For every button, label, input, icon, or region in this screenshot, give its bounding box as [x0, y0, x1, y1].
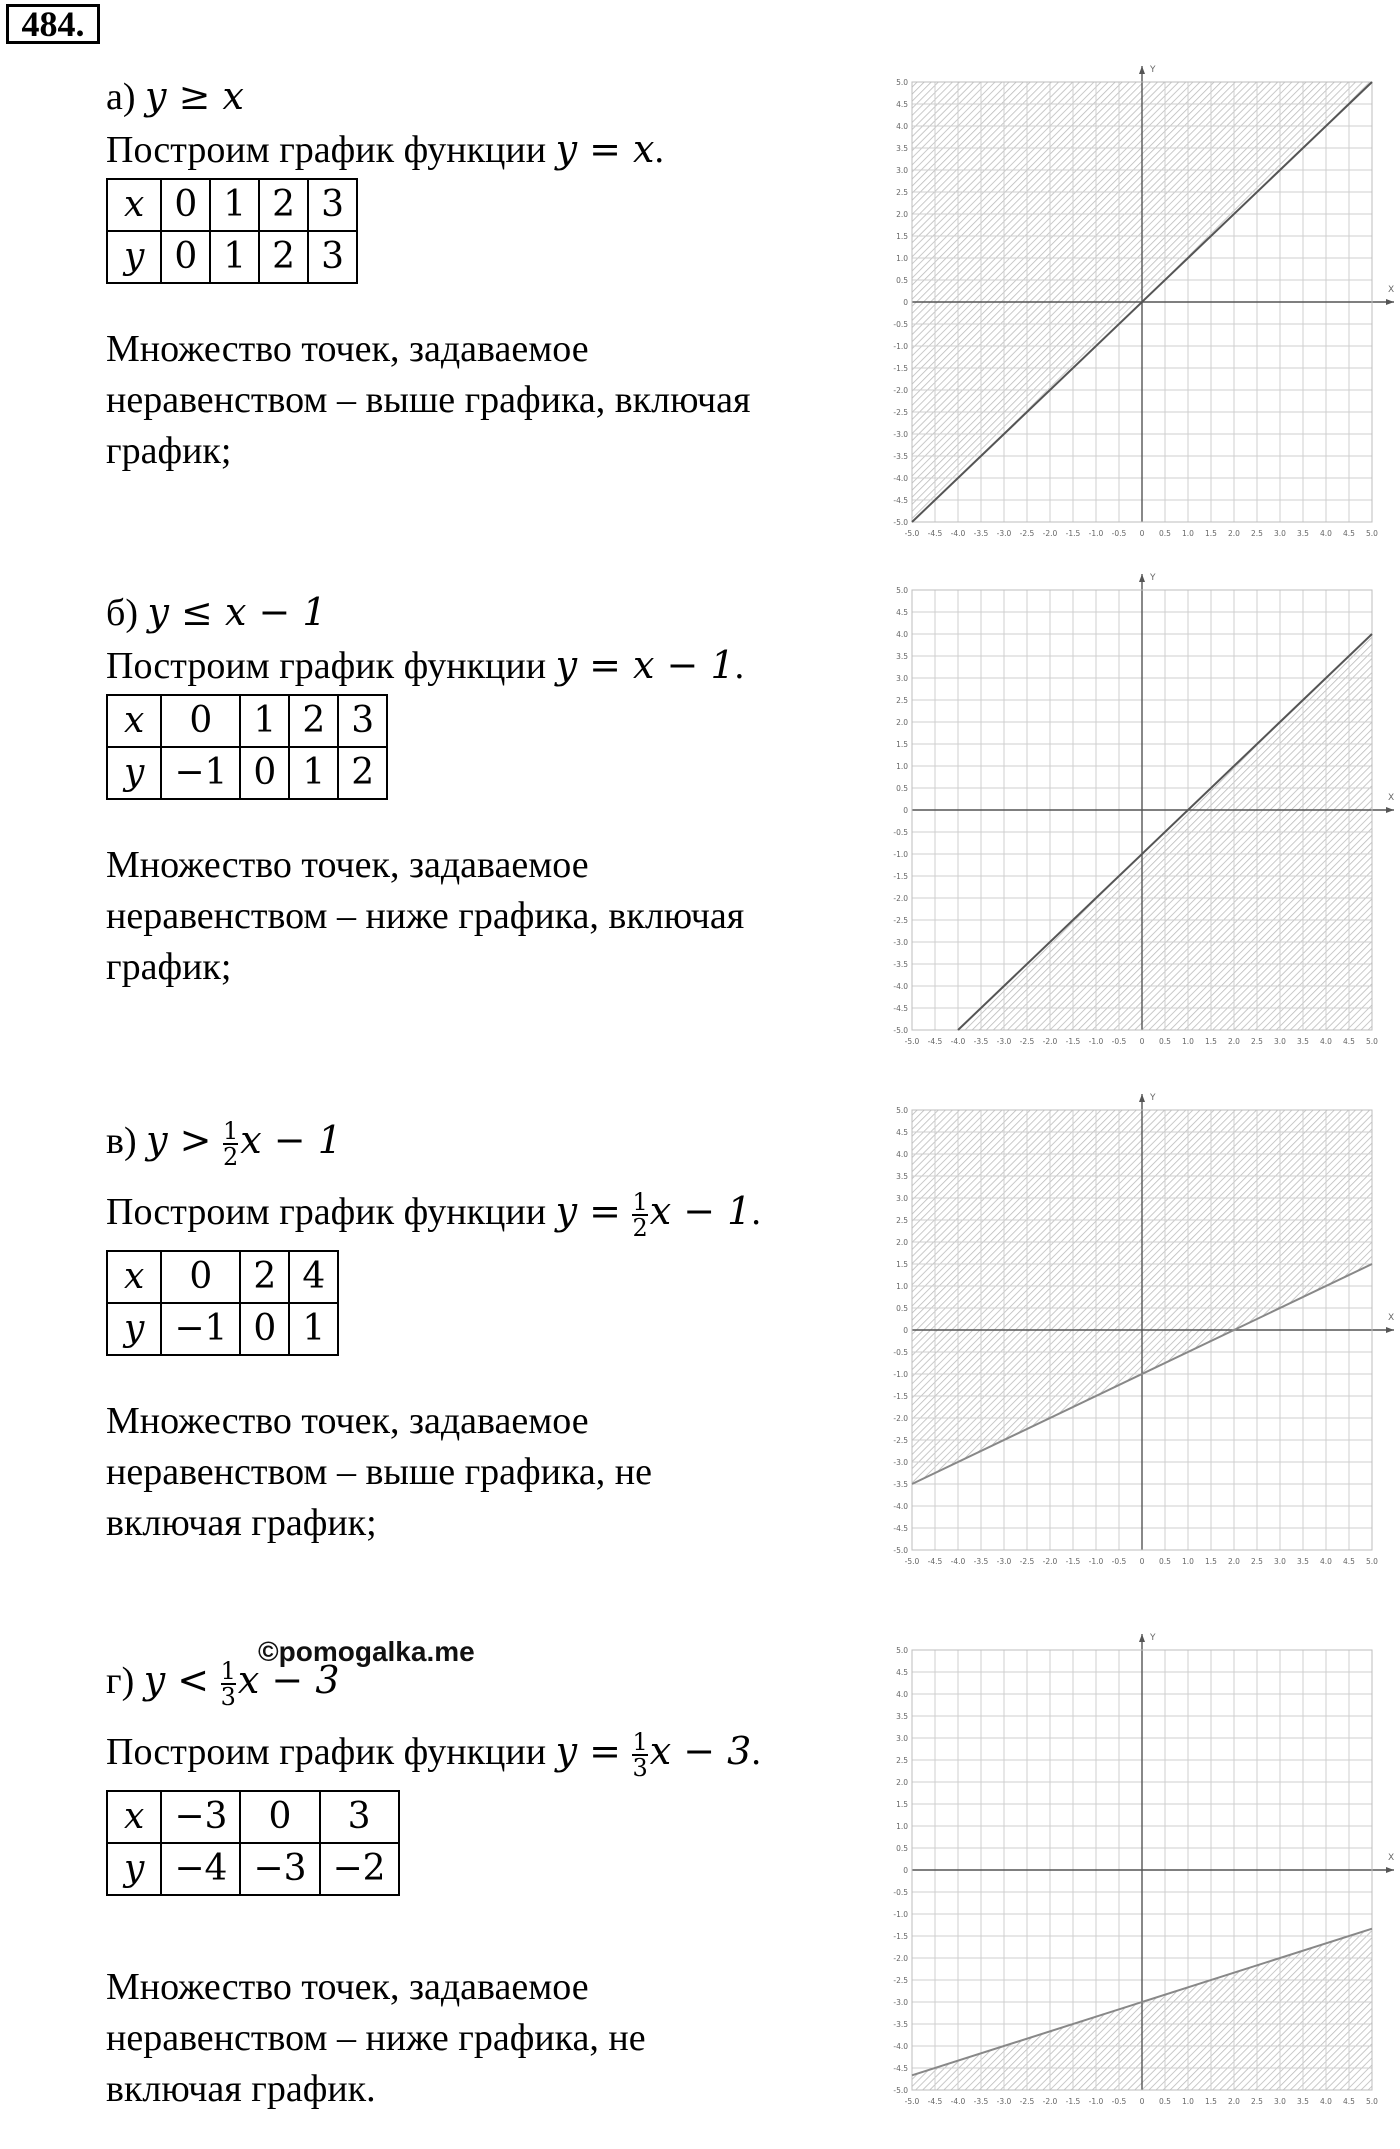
x-tick-label: -3.5: [973, 2097, 989, 2106]
graph-c: [880, 1090, 1400, 1590]
x-tick-label: 2.0: [1228, 529, 1240, 538]
y-tick-label: 1.5: [896, 740, 908, 749]
x-tick-label: 3.5: [1297, 529, 1309, 538]
x-tick-label: 5.0: [1366, 2097, 1378, 2106]
section-b: [106, 586, 866, 993]
fraction-denominator: 3: [632, 1754, 648, 1783]
x-tick-label: -4.0: [950, 1557, 966, 1566]
function-right: x − 3: [649, 1729, 752, 1773]
y-tick-label: 5.0: [896, 78, 908, 87]
x-tick-label: 2.0: [1228, 1557, 1240, 1566]
x-tick-label: 0.5: [1159, 2097, 1171, 2106]
x-tick-label: 2.0: [1228, 2097, 1240, 2106]
y-tick-label: 4.0: [896, 122, 908, 131]
table-cell: 0: [161, 179, 210, 231]
table-row: [107, 1791, 399, 1843]
table-cell: 0: [240, 1791, 319, 1843]
x-tick-label: 4.0: [1320, 1037, 1332, 1046]
y-tick-label: -3.5: [893, 1480, 908, 1489]
y-tick-label: -4.0: [893, 982, 908, 991]
x-tick-label: 2.5: [1251, 1557, 1263, 1566]
y-axis-label: Y: [1150, 65, 1156, 75]
table-cell: 1: [289, 1303, 338, 1355]
y-tick-label: -1.5: [893, 1932, 908, 1941]
description-line: неравенством – ниже графика, включая: [106, 895, 745, 937]
inequality-line: [106, 70, 866, 123]
y-tick-label: 2.0: [896, 718, 908, 727]
y-tick-label: 0: [903, 1866, 908, 1875]
fraction-numerator: 1: [220, 1657, 236, 1686]
y-tick-label: -4.5: [893, 1004, 908, 1013]
y-tick-label: -4.0: [893, 1502, 908, 1511]
x-axis-label: X: [1388, 793, 1395, 803]
y-tick-label: 2.5: [896, 696, 908, 705]
function: y = x − 1: [555, 643, 735, 687]
y-axis-arrow: [1139, 574, 1145, 582]
y-tick-label: -3.5: [893, 2020, 908, 2029]
table-cell: 0: [240, 747, 289, 799]
inequality: y ≤ x − 1: [147, 590, 327, 634]
y-tick-label: -4.5: [893, 1524, 908, 1533]
y-tick-label: 3.0: [896, 1734, 908, 1743]
x-tick-label: -1.5: [1065, 1037, 1081, 1046]
y-tick-label: 3.5: [896, 1172, 908, 1181]
description-line: неравенством – выше графика, не: [106, 1451, 652, 1493]
graph-d: [880, 1630, 1400, 2130]
x-tick-label: -3.5: [973, 529, 989, 538]
y-tick-label: 5.0: [896, 1646, 908, 1655]
y-tick-label: -3.0: [893, 1998, 908, 2007]
x-tick-label: -4.5: [927, 529, 943, 538]
section-label: а): [106, 76, 136, 118]
x-tick-label: -5.0: [904, 529, 920, 538]
table-cell: −4: [161, 1843, 240, 1895]
x-tick-label: 0.5: [1159, 1037, 1171, 1046]
table-cell: x: [107, 695, 161, 747]
y-tick-label: -5.0: [893, 1546, 908, 1555]
table-cell: x: [107, 1251, 161, 1303]
y-tick-label: 3.0: [896, 674, 908, 683]
x-tick-label: 0.5: [1159, 529, 1171, 538]
y-tick-label: -5.0: [893, 2086, 908, 2095]
build-text: Построим график функции: [106, 129, 547, 171]
x-tick-label: 2.5: [1251, 1037, 1263, 1046]
table-cell: y: [107, 1843, 161, 1895]
x-tick-label: -3.5: [973, 1037, 989, 1046]
x-tick-label: 2.0: [1228, 1037, 1240, 1046]
y-tick-label: -2.0: [893, 386, 908, 395]
table-cell: 3: [338, 695, 387, 747]
y-tick-label: 2.0: [896, 1778, 908, 1787]
fraction: [220, 1657, 236, 1712]
table-cell: 0: [161, 695, 240, 747]
y-tick-label: -2.0: [893, 1954, 908, 1963]
table-cell: 2: [289, 695, 338, 747]
x-tick-label: -3.0: [996, 1037, 1012, 1046]
x-tick-label: 0.5: [1159, 1557, 1171, 1566]
description-line: график;: [106, 430, 232, 472]
description-line: Множество точек, задаваемое: [106, 1400, 589, 1442]
x-tick-label: -1.5: [1065, 1557, 1081, 1566]
y-tick-label: 3.5: [896, 144, 908, 153]
y-tick-label: -4.5: [893, 2064, 908, 2073]
table-cell: 3: [320, 1791, 399, 1843]
table-cell: y: [107, 1303, 161, 1355]
table-cell: 2: [338, 747, 387, 799]
section-c: [106, 1108, 866, 1549]
y-tick-label: -3.5: [893, 452, 908, 461]
x-tick-label: -3.0: [996, 529, 1012, 538]
description: [106, 1396, 866, 1549]
y-tick-label: 0.5: [896, 276, 908, 285]
description-line: Множество точек, задаваемое: [106, 844, 589, 886]
build-text: Построим график функции: [106, 645, 547, 687]
fraction: [632, 1188, 648, 1243]
values-table: [106, 1790, 400, 1896]
inequality-line: [106, 1648, 866, 1713]
fraction: [223, 1117, 239, 1172]
x-tick-label: -1.0: [1088, 1557, 1104, 1566]
x-tick-label: -0.5: [1111, 2097, 1127, 2106]
x-tick-label: -2.0: [1042, 1557, 1058, 1566]
table-cell: 2: [259, 231, 308, 283]
x-tick-label: -4.0: [950, 1037, 966, 1046]
x-tick-label: 4.0: [1320, 1557, 1332, 1566]
x-tick-label: 2.5: [1251, 2097, 1263, 2106]
x-tick-label: 5.0: [1366, 529, 1378, 538]
x-tick-label: 1.5: [1205, 2097, 1217, 2106]
inequality-right: x − 1: [240, 1118, 342, 1162]
y-axis-arrow: [1139, 1094, 1145, 1102]
graph-b: [880, 570, 1400, 1070]
function-left: y =: [555, 1189, 621, 1233]
table-row: [107, 179, 357, 231]
section-label: б): [106, 592, 138, 634]
x-axis-label: X: [1388, 285, 1395, 295]
y-tick-label: 3.5: [896, 1712, 908, 1721]
y-tick-label: -2.5: [893, 1436, 908, 1445]
table-cell: y: [107, 747, 161, 799]
x-tick-label: -5.0: [904, 1037, 920, 1046]
x-tick-label: 3.5: [1297, 1037, 1309, 1046]
x-axis-arrow: [1386, 299, 1394, 305]
x-tick-label: 3.0: [1274, 529, 1286, 538]
x-tick-label: 4.5: [1343, 1037, 1355, 1046]
x-tick-label: 1.0: [1182, 1557, 1194, 1566]
fraction-numerator: 1: [632, 1188, 648, 1217]
description: [106, 840, 866, 993]
y-tick-label: 4.0: [896, 1690, 908, 1699]
x-axis-arrow: [1386, 807, 1394, 813]
x-tick-label: 1.0: [1182, 529, 1194, 538]
x-tick-label: 2.5: [1251, 529, 1263, 538]
table-cell: x: [107, 179, 161, 231]
description-line: включая график.: [106, 2068, 376, 2110]
values-table: [106, 178, 358, 284]
x-tick-label: 0: [1139, 1557, 1145, 1566]
x-tick-label: 4.0: [1320, 2097, 1332, 2106]
y-axis-label: Y: [1150, 573, 1156, 583]
table-row: [107, 231, 357, 283]
table-cell: 1: [210, 231, 259, 283]
y-tick-label: 0: [903, 1326, 908, 1335]
x-tick-label: -2.0: [1042, 1037, 1058, 1046]
table-cell: 0: [161, 1251, 240, 1303]
table-cell: x: [107, 1791, 161, 1843]
y-tick-label: 5.0: [896, 1106, 908, 1115]
y-tick-label: -1.0: [893, 1370, 908, 1379]
x-tick-label: -0.5: [1111, 1557, 1127, 1566]
table-cell: 0: [161, 231, 210, 283]
y-tick-label: 1.5: [896, 232, 908, 241]
table-cell: 2: [259, 179, 308, 231]
x-tick-label: 4.5: [1343, 1557, 1355, 1566]
table-cell: −3: [240, 1843, 319, 1895]
x-tick-label: 4.0: [1320, 529, 1332, 538]
y-axis-label: Y: [1150, 1633, 1156, 1643]
x-tick-label: -3.0: [996, 1557, 1012, 1566]
table-cell: 4: [289, 1251, 338, 1303]
graph-a: [880, 62, 1400, 562]
build-line: Построим график функции y = x − 1.: [106, 643, 745, 687]
y-tick-label: 1.0: [896, 254, 908, 263]
build-line: Построим график функции y = $\frac{1}{2}$ x − 1.: [106, 1188, 761, 1243]
description-line: график;: [106, 946, 232, 988]
x-tick-label: -1.0: [1088, 1037, 1104, 1046]
table-row: [107, 695, 387, 747]
x-tick-label: -1.5: [1065, 529, 1081, 538]
build-line: Построим график функции y = $\frac{1}{3}$ x − 3.: [106, 1728, 761, 1783]
y-tick-label: -1.5: [893, 364, 908, 373]
description-line: неравенством – ниже графика, не: [106, 2017, 646, 2059]
y-tick-label: 2.5: [896, 1216, 908, 1225]
y-tick-label: 2.0: [896, 210, 908, 219]
y-tick-label: -5.0: [893, 1026, 908, 1035]
table-cell: 1: [210, 179, 259, 231]
build-line: Построим график функции y = x.: [106, 127, 664, 171]
y-tick-label: -4.5: [893, 496, 908, 505]
x-tick-label: -2.0: [1042, 2097, 1058, 2106]
y-tick-label: 5.0: [896, 586, 908, 595]
y-tick-label: -1.0: [893, 342, 908, 351]
y-tick-label: -0.5: [893, 1348, 908, 1357]
y-tick-label: -2.5: [893, 1976, 908, 1985]
function: y = x: [555, 127, 655, 171]
x-tick-label: 0: [1139, 2097, 1145, 2106]
x-axis-label: X: [1388, 1313, 1395, 1323]
y-tick-label: 0.5: [896, 784, 908, 793]
y-tick-label: 3.5: [896, 652, 908, 661]
x-tick-label: 1.5: [1205, 529, 1217, 538]
y-tick-label: -2.5: [893, 408, 908, 417]
x-tick-label: -4.5: [927, 2097, 943, 2106]
x-tick-label: -0.5: [1111, 1037, 1127, 1046]
y-tick-label: 1.0: [896, 1282, 908, 1291]
y-tick-label: 4.0: [896, 630, 908, 639]
x-tick-label: 0: [1139, 1037, 1145, 1046]
y-tick-label: 0: [903, 298, 908, 307]
table-cell: −1: [161, 1303, 240, 1355]
fraction: [632, 1728, 648, 1783]
y-tick-label: -1.5: [893, 1392, 908, 1401]
x-tick-label: 4.5: [1343, 2097, 1355, 2106]
fraction-denominator: 2: [223, 1143, 239, 1172]
y-tick-label: -1.0: [893, 850, 908, 859]
x-tick-label: 4.5: [1343, 529, 1355, 538]
fraction-denominator: 3: [220, 1683, 236, 1712]
description-line: Множество точек, задаваемое: [106, 1966, 589, 2008]
y-tick-label: 3.0: [896, 166, 908, 175]
y-tick-label: 4.0: [896, 1150, 908, 1159]
x-axis-arrow: [1386, 1867, 1394, 1873]
inequality-left: y <: [143, 1658, 210, 1702]
y-tick-label: -3.5: [893, 960, 908, 969]
y-tick-label: -0.5: [893, 1888, 908, 1897]
y-tick-label: 0: [903, 806, 908, 815]
inequality-line: [106, 586, 866, 639]
x-axis-label: X: [1388, 1853, 1395, 1863]
y-tick-label: -3.0: [893, 430, 908, 439]
table-cell: −1: [161, 747, 240, 799]
x-tick-label: 5.0: [1366, 1037, 1378, 1046]
y-tick-label: -1.0: [893, 1910, 908, 1919]
y-tick-label: -3.0: [893, 1458, 908, 1467]
x-tick-label: -5.0: [904, 1557, 920, 1566]
y-tick-label: -1.5: [893, 872, 908, 881]
x-tick-label: 3.0: [1274, 1557, 1286, 1566]
inequality: y ≥ x: [145, 74, 244, 118]
values-table: [106, 1250, 339, 1356]
description-line: Множество точек, задаваемое: [106, 328, 589, 370]
watermark: ©pomogalka.me: [258, 1636, 475, 1667]
x-tick-label: -1.0: [1088, 2097, 1104, 2106]
y-axis-arrow: [1139, 66, 1145, 74]
inequality-right: x − 3: [237, 1658, 340, 1702]
x-axis-arrow: [1386, 1327, 1394, 1333]
fraction-denominator: 2: [632, 1214, 648, 1243]
x-tick-label: 1.0: [1182, 1037, 1194, 1046]
y-tick-label: -0.5: [893, 320, 908, 329]
table-row: [107, 1251, 338, 1303]
problem-number: 484.: [6, 4, 100, 44]
function-right: x − 1: [649, 1189, 752, 1233]
table-cell: 2: [240, 1251, 289, 1303]
inequality-left: y >: [146, 1118, 212, 1162]
x-tick-label: -2.5: [1019, 2097, 1035, 2106]
x-tick-label: -2.5: [1019, 529, 1035, 538]
table-row: [107, 747, 387, 799]
x-tick-label: 3.5: [1297, 1557, 1309, 1566]
section-label: в): [106, 1120, 137, 1162]
x-tick-label: -4.0: [950, 2097, 966, 2106]
y-tick-label: 2.5: [896, 188, 908, 197]
table-cell: 1: [240, 695, 289, 747]
table-cell: −2: [320, 1843, 399, 1895]
description: [106, 324, 866, 477]
y-tick-label: -2.0: [893, 1414, 908, 1423]
table-row: [107, 1303, 338, 1355]
x-tick-label: -2.0: [1042, 529, 1058, 538]
table-cell: 3: [308, 231, 357, 283]
fraction-numerator: 1: [632, 1728, 648, 1757]
x-tick-label: 5.0: [1366, 1557, 1378, 1566]
section-label: г): [106, 1660, 135, 1702]
y-tick-label: 3.0: [896, 1194, 908, 1203]
x-tick-label: 1.5: [1205, 1037, 1217, 1046]
x-tick-label: -1.0: [1088, 529, 1104, 538]
x-tick-label: -3.5: [973, 1557, 989, 1566]
x-tick-label: 1.5: [1205, 1557, 1217, 1566]
y-tick-label: -0.5: [893, 828, 908, 837]
y-tick-label: -2.5: [893, 916, 908, 925]
y-tick-label: 4.5: [896, 1128, 908, 1137]
x-tick-label: -0.5: [1111, 529, 1127, 538]
y-tick-label: -4.0: [893, 474, 908, 483]
table-cell: y: [107, 231, 161, 283]
x-tick-label: -5.0: [904, 2097, 920, 2106]
x-tick-label: -1.5: [1065, 2097, 1081, 2106]
inequality-line: [106, 1108, 866, 1173]
description: [106, 1962, 866, 2115]
x-tick-label: -3.0: [996, 2097, 1012, 2106]
y-tick-label: 0.5: [896, 1304, 908, 1313]
y-tick-label: 4.5: [896, 100, 908, 109]
x-tick-label: 3.5: [1297, 2097, 1309, 2106]
table-cell: −3: [161, 1791, 240, 1843]
table-cell: 3: [308, 179, 357, 231]
section-d: [106, 1648, 866, 2115]
y-tick-label: -2.0: [893, 894, 908, 903]
build-text: Построим график функции: [106, 1731, 547, 1773]
function-left: y =: [555, 1729, 621, 1773]
y-axis-label: Y: [1150, 1093, 1156, 1103]
table-cell: 0: [240, 1303, 289, 1355]
y-axis-arrow: [1139, 1634, 1145, 1642]
table-row: [107, 1843, 399, 1895]
y-tick-label: 2.5: [896, 1756, 908, 1765]
section-a: [106, 70, 866, 477]
x-tick-label: -2.5: [1019, 1037, 1035, 1046]
values-table: [106, 694, 388, 800]
y-tick-label: 1.5: [896, 1260, 908, 1269]
x-tick-label: -4.0: [950, 529, 966, 538]
fraction-numerator: 1: [223, 1117, 239, 1146]
y-tick-label: 4.5: [896, 608, 908, 617]
y-tick-label: 1.0: [896, 1822, 908, 1831]
y-tick-label: 2.0: [896, 1238, 908, 1247]
y-tick-label: 4.5: [896, 1668, 908, 1677]
x-tick-label: 1.0: [1182, 2097, 1194, 2106]
y-tick-label: 1.5: [896, 1800, 908, 1809]
y-tick-label: -5.0: [893, 518, 908, 527]
x-tick-label: 3.0: [1274, 2097, 1286, 2106]
table-cell: 1: [289, 747, 338, 799]
build-text: Построим график функции: [106, 1191, 547, 1233]
x-tick-label: 0: [1139, 529, 1145, 538]
y-tick-label: 0.5: [896, 1844, 908, 1853]
y-tick-label: 1.0: [896, 762, 908, 771]
description-line: неравенством – выше графика, включая: [106, 379, 751, 421]
x-tick-label: -4.5: [927, 1557, 943, 1566]
x-tick-label: -4.5: [927, 1037, 943, 1046]
y-tick-label: -3.0: [893, 938, 908, 947]
x-tick-label: 3.0: [1274, 1037, 1286, 1046]
description-line: включая график;: [106, 1502, 377, 1544]
x-tick-label: -2.5: [1019, 1557, 1035, 1566]
y-tick-label: -4.0: [893, 2042, 908, 2051]
